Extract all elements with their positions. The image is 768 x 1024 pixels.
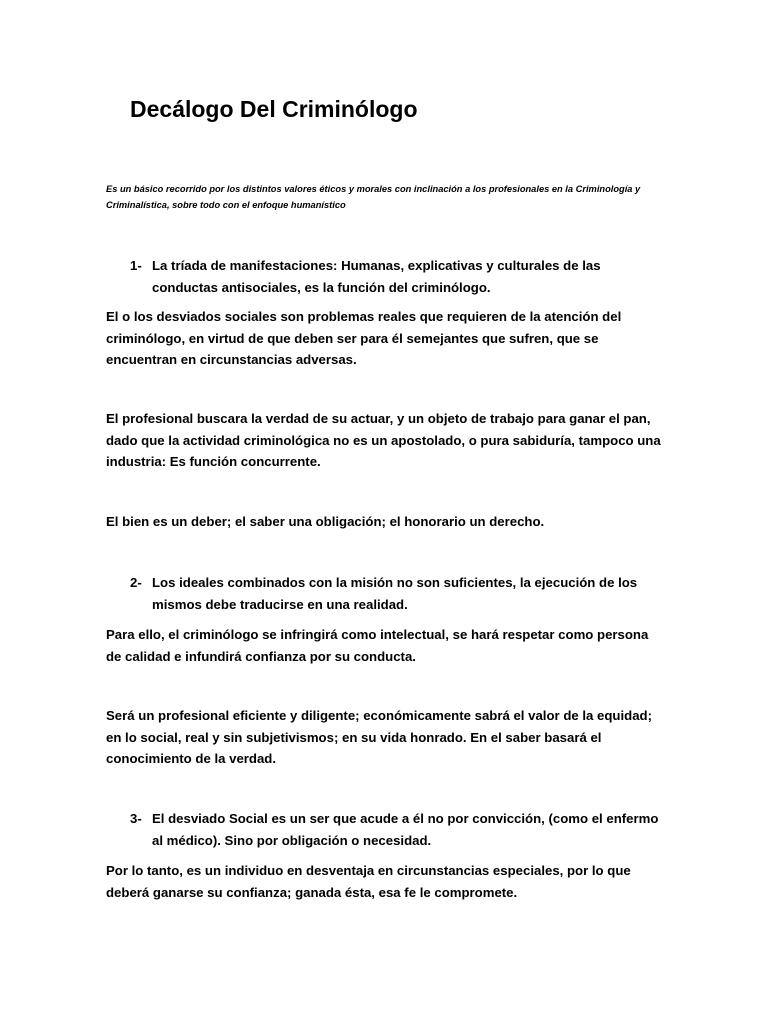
- list-item-number: 2-: [130, 575, 142, 590]
- list-item-3: [130, 808, 670, 851]
- document-title: Decálogo Del Criminólogo: [130, 96, 418, 122]
- paragraph: Por lo tanto, es un individuo en desventaja en circunstancias especiales, por lo que deberá ganarse su confianza; ganada ésta, esa fe le compromete.: [106, 863, 631, 900]
- list-item-2: [130, 572, 670, 615]
- list-item-text: La tríada de manifestaciones: Humanas, explicativas y culturales de las conductas antisociales, es la función del criminólogo.: [152, 258, 601, 295]
- list-item-number: 1-: [130, 258, 142, 273]
- paragraph: Será un profesional eficiente y diligente; económicamente sabrá el valor de la equidad; en lo social, real y sin subjetivismos; en su vida honrado. En el saber basará el conocimiento de la verdad.: [106, 708, 652, 766]
- list-item-1: [130, 255, 670, 298]
- paragraph: El profesional buscara la verdad de su actuar, y un objeto de trabajo para ganar el pan, dado que la actividad criminológica no es un apostolado, o pura sabiduría, tampoco una industria: Es función concurrente.: [106, 411, 661, 469]
- paragraph: Para ello, el criminólogo se infringirá como intelectual, se hará respetar como persona de calidad e infundirá confianza por su conducta.: [106, 627, 649, 664]
- paragraph: El o los desviados sociales son problemas reales que requieren de la atención del criminólogo, en virtud de que deben ser para él semejantes que sufren, que se encuentran en circunstancias adversas.: [106, 309, 622, 367]
- list-item-text: Los ideales combinados con la misión no son suficientes, la ejecución de los mismos debe traducirse en una realidad.: [152, 575, 638, 612]
- list-item-number: 3-: [130, 811, 142, 826]
- list-item-text: El desviado Social es un ser que acude a él no por convicción, (como el enfermo al médico). Sino por obligación o necesidad.: [152, 811, 659, 848]
- intro-text: Es un básico recorrido por los distintos valores éticos y morales con inclinación a los profesionales en la Criminología y Criminalística, sobre todo con el enfoque humanístico: [106, 184, 641, 210]
- paragraph: El bien es un deber; el saber una obligación; el honorario un derecho.: [106, 514, 545, 529]
